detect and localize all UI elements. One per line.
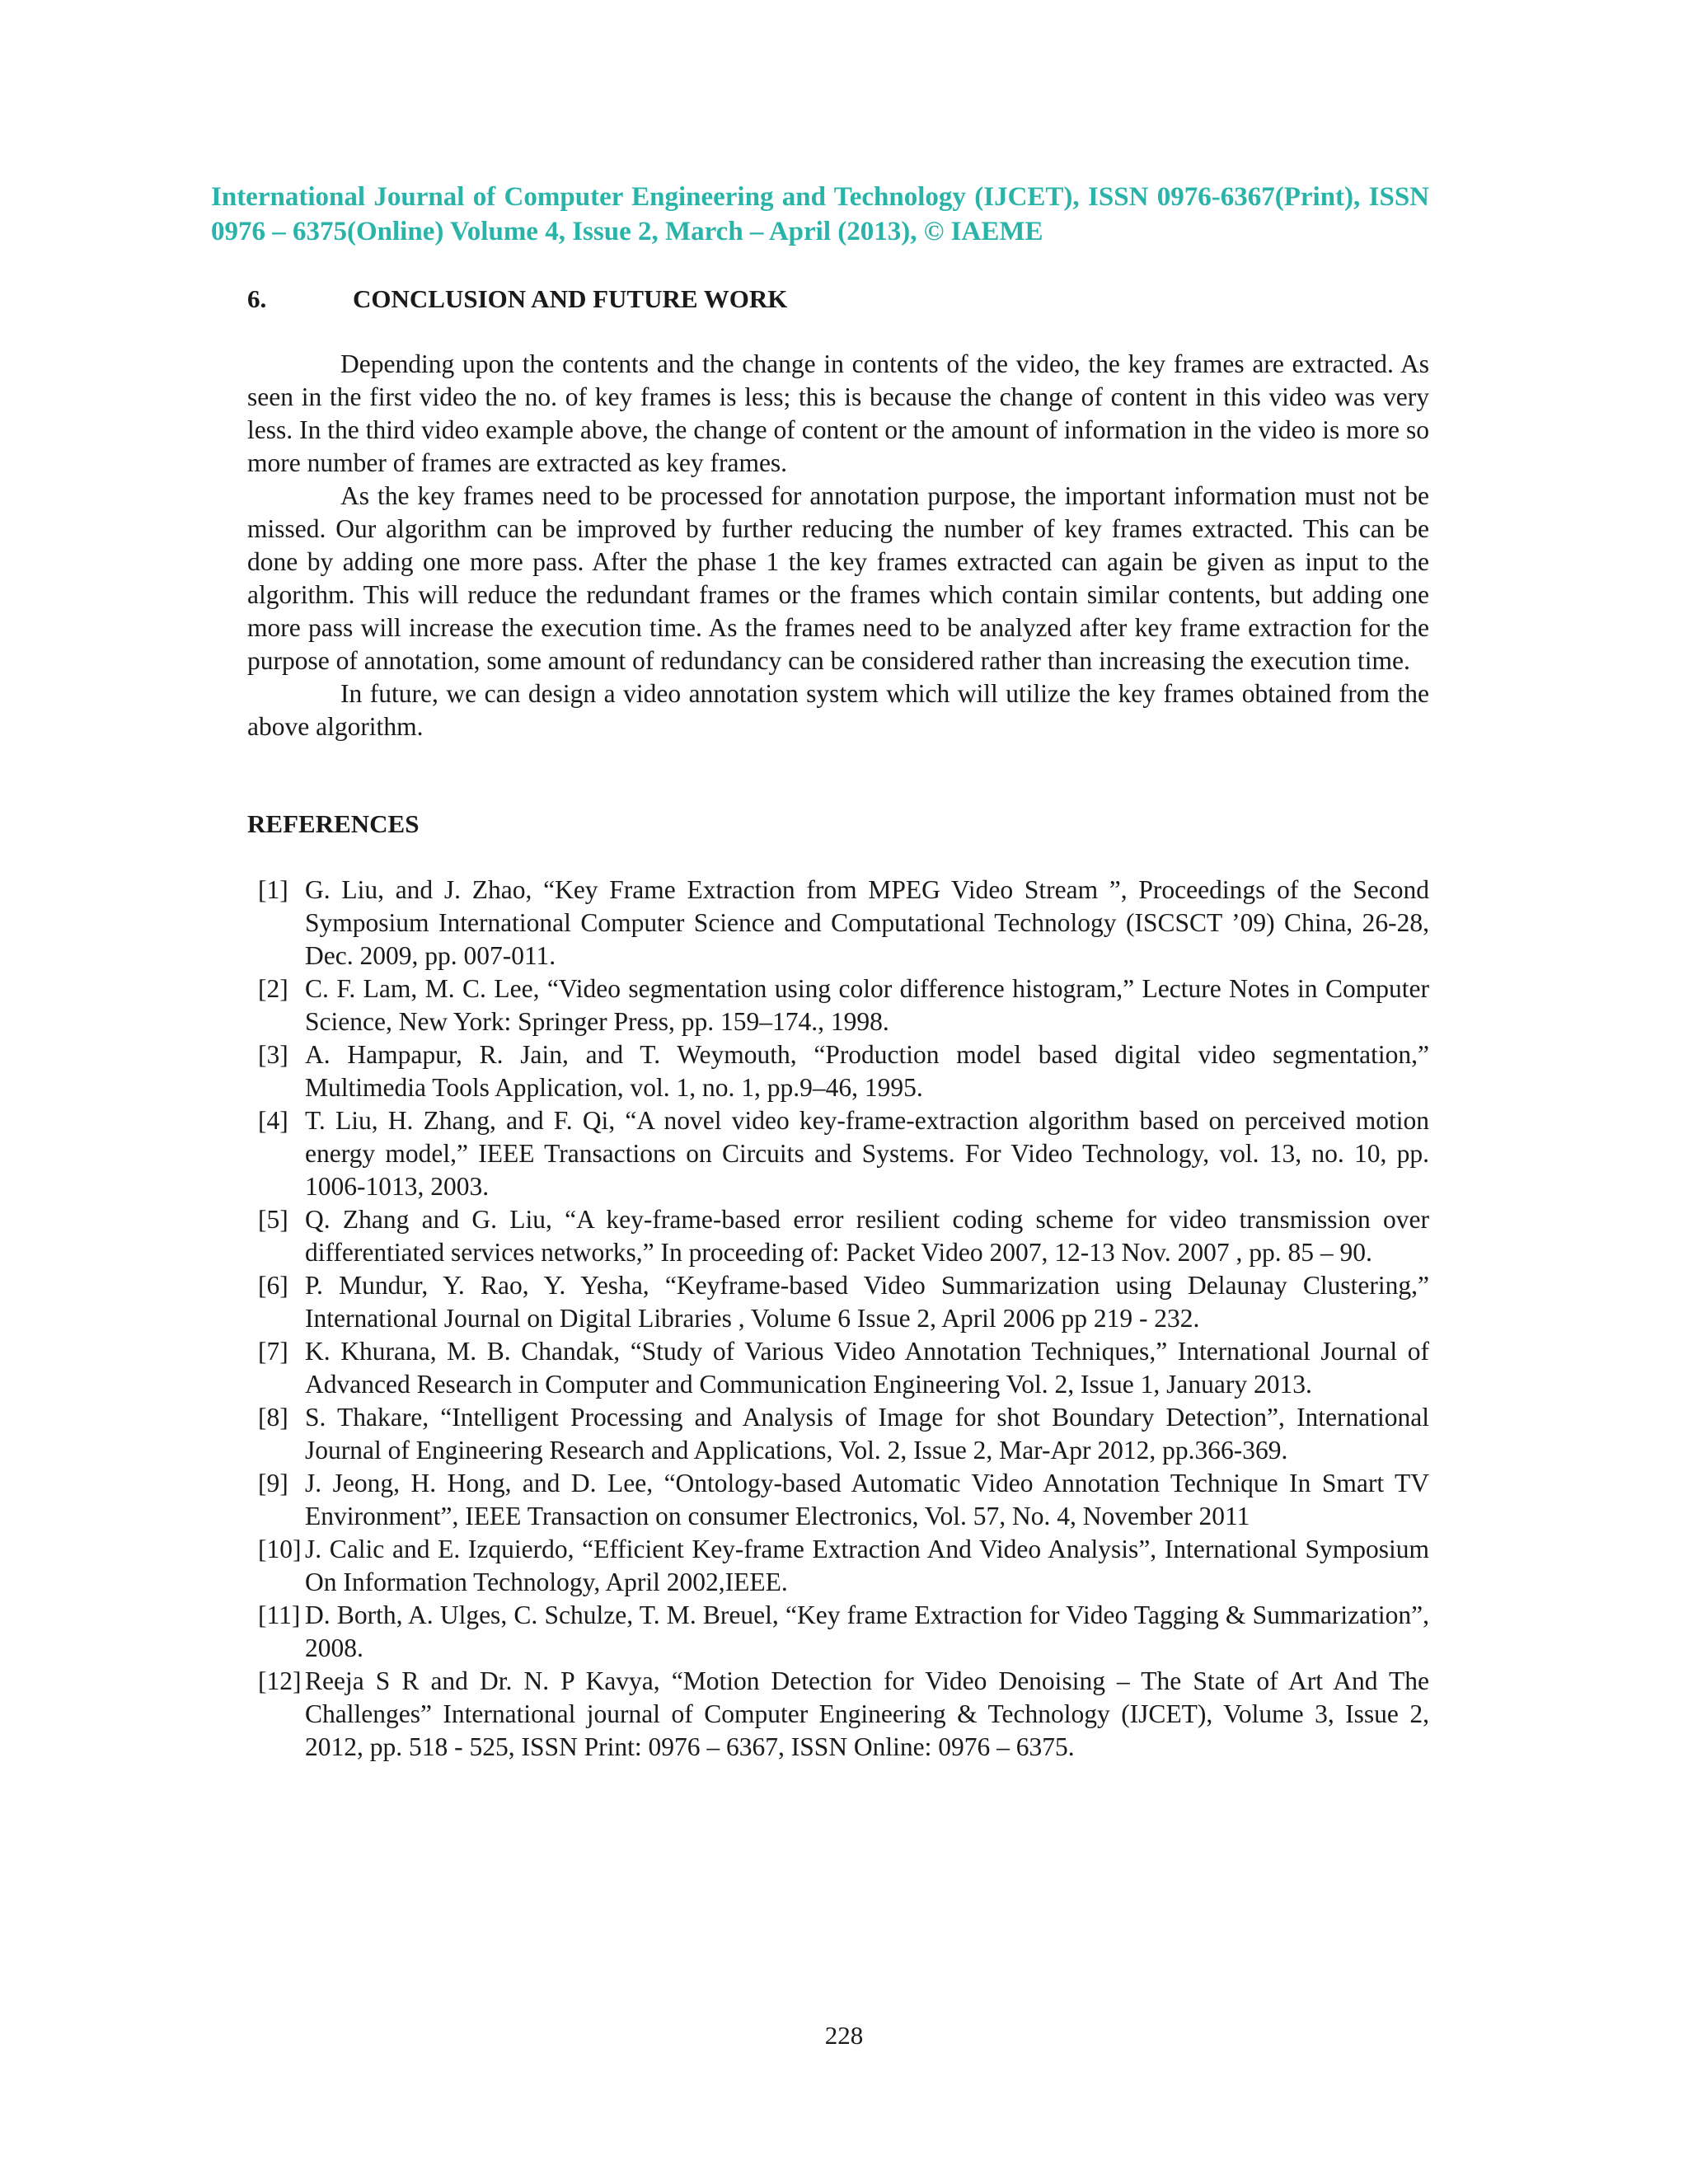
reference-item (258, 1401, 1429, 1467)
reference-item (258, 1665, 1429, 1764)
references-heading: REFERENCES (247, 809, 420, 838)
reference-number: [12] (258, 1666, 302, 1695)
reference-item (258, 1599, 1429, 1665)
reference-item (258, 1203, 1429, 1269)
journal-header: International Journal of Computer Engineering and Technology (IJCET), ISSN 0976-6367(Print), ISSN 0976 – 6375(Online) Volume 4, Issue 2, March – April (2013), © IAEME (211, 182, 1429, 246)
reference-number: [10] (258, 1535, 302, 1563)
reference-item (258, 1533, 1429, 1599)
reference-text: G. Liu, and J. Zhao, “Key Frame Extraction from MPEG Video Stream ”, Proceedings of the Second Symposium International Computer Science and Computational Technology (ISCSCT ’09) China, 26-28, Dec. 2009, pp. 007-011. (305, 875, 1429, 970)
reference-text: J. Calic and E. Izquierdo, “Efficient Key-frame Extraction And Video Analysis”, International Symposium On Information Technology, April 2002,IEEE. (305, 1535, 1429, 1596)
reference-text: S. Thakare, “Intelligent Processing and Analysis of Image for shot Boundary Detection”, International Journal of Engineering Research and Applications, Vol. 2, Issue 2, Mar-Apr 2012, pp.366-369. (305, 1403, 1429, 1465)
reference-text: T. Liu, H. Zhang, and F. Qi, “A novel video key-frame-extraction algorithm based on perceived motion energy model,” IEEE Transactions on Circuits and Systems. For Video Technology, vol. 13, no. 10, pp. 1006-1013, 2003. (305, 1106, 1429, 1201)
reference-number: [9] (258, 1469, 288, 1497)
paragraph: As the key frames need to be processed for annotation purpose, the important information must not be missed. Our algorithm can be improved by further reducing the number of key frames extracted. This can be done by adding one more pass. After the phase 1 the key frames extracted can again be given as input to the algorithm. This will reduce the redundant frames or the frames which contain similar contents, but adding one more pass will increase the execution time. As the frames need to be analyzed after key frame extraction for the purpose of annotation, some amount of redundancy can be considered rather than increasing the execution time. (247, 481, 1429, 675)
reference-number: [1] (258, 875, 288, 904)
reference-number: [6] (258, 1271, 288, 1300)
section-body (247, 348, 1429, 743)
reference-text: A. Hampapur, R. Jain, and T. Weymouth, “Production model based digital video segmentation,” Multimedia Tools Application, vol. 1, no. 1, pp.9–46, 1995. (305, 1040, 1429, 1102)
reference-item (258, 1467, 1429, 1533)
reference-number: [5] (258, 1205, 288, 1234)
reference-number: [7] (258, 1337, 288, 1366)
reference-number: [3] (258, 1040, 288, 1069)
section-title: CONCLUSION AND FUTURE WORK (353, 284, 788, 313)
reference-text: D. Borth, A. Ulges, C. Schulze, T. M. Breuel, “Key frame Extraction for Video Tagging & Summarization”, 2008. (305, 1601, 1429, 1662)
section-number: 6. (247, 284, 267, 313)
reference-text: C. F. Lam, M. C. Lee, “Video segmentation using color difference histogram,” Lecture Notes in Computer Science, New York: Springer Press, pp. 159–174., 1998. (305, 974, 1429, 1036)
paragraph: Depending upon the contents and the change in contents of the video, the key frames are extracted. As seen in the first video the no. of key frames is less; this is because the change of content in this video was very less. In the third video example above, the change of content or the amount of information in the video is more so more number of frames are extracted as key frames. (247, 349, 1429, 477)
reference-number: [11] (258, 1601, 301, 1629)
reference-item (258, 1104, 1429, 1203)
reference-number: [2] (258, 974, 288, 1003)
reference-text: J. Jeong, H. Hong, and D. Lee, “Ontology-based Automatic Video Annotation Technique In Smart TV Environment”, IEEE Transaction on consumer Electronics, Vol. 57, No. 4, November 2011 (305, 1469, 1429, 1530)
reference-text: P. Mundur, Y. Rao, Y. Yesha, “Keyframe-based Video Summarization using Delaunay Clustering,” International Journal on Digital Libraries , Volume 6 Issue 2, April 2006 pp 219 - 232. (305, 1271, 1429, 1333)
reference-item (258, 972, 1429, 1038)
reference-text: K. Khurana, M. B. Chandak, “Study of Various Video Annotation Techniques,” International Journal of Advanced Research in Computer and Communication Engineering Vol. 2, Issue 1, January 2013. (305, 1337, 1429, 1399)
reference-text: Q. Zhang and G. Liu, “A key-frame-based error resilient coding scheme for video transmission over differentiated services networks,” In proceeding of: Packet Video 2007, 12-13 Nov. 2007 , pp. 85 – 90. (305, 1205, 1429, 1267)
paragraph: In future, we can design a video annotation system which will utilize the key frames obtained from the above algorithm. (247, 679, 1429, 741)
reference-item (258, 874, 1429, 972)
reference-text: Reeja S R and Dr. N. P Kavya, “Motion Detection for Video Denoising – The State of Art And The Challenges” International journal of Computer Engineering & Technology (IJCET), Volume 3, Issue 2, 2012, pp. 518 - 525, ISSN Print: 0976 – 6367, ISSN Online: 0976 – 6375. (305, 1666, 1429, 1761)
page-number: 228 (824, 2021, 864, 2050)
reference-number: [4] (258, 1106, 288, 1135)
reference-item (258, 1269, 1429, 1335)
reference-number: [8] (258, 1403, 288, 1432)
references-list (258, 874, 1429, 1764)
reference-item (258, 1335, 1429, 1401)
reference-item (258, 1038, 1429, 1104)
section-heading (247, 283, 787, 316)
